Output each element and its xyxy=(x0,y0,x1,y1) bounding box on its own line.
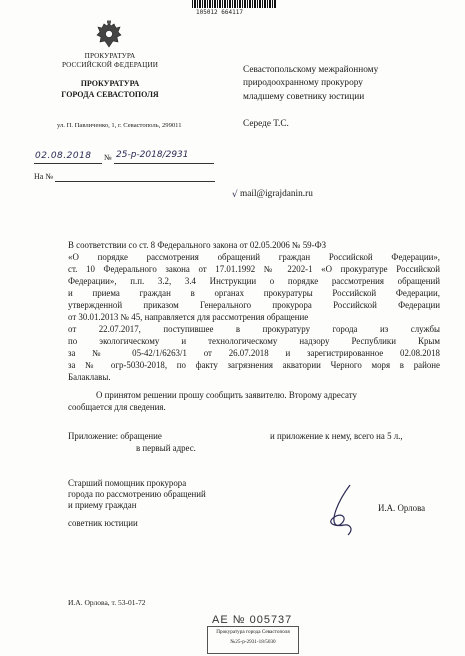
executor-contact: И.А. Орлова, т. 53-01-72 xyxy=(68,598,146,607)
email-address: mail@igrajdanin.ru xyxy=(240,189,313,199)
dept-name-line2: ГОРОДА СЕВАСТОПОЛЯ xyxy=(61,90,159,99)
p1-line-7: от 30.01.2013 № 45, направляется для рассмотрения обращение xyxy=(68,312,309,322)
signatory-line2: города по рассмотрению обращений xyxy=(68,489,206,499)
p1-line-12: Балаклавы. xyxy=(68,372,111,382)
recipient-line3: младшему советнику юстиции xyxy=(243,92,365,102)
reply-to-underline xyxy=(55,181,215,182)
checkmark-icon: √ xyxy=(232,190,238,200)
p2-line-2: сообщается для сведения. xyxy=(68,402,166,412)
signatory-line3: и приему граждан xyxy=(68,500,137,510)
handwritten-signature xyxy=(320,483,366,539)
barcode-number: 105012 664117 xyxy=(196,9,243,16)
p1-line-10: за № 05-42/1/6263/1 от 26.07.2018 и зарегистрированное 02.08.2018 xyxy=(68,348,440,358)
date-handwritten: 02.08.2018 xyxy=(35,151,92,161)
org-address: ул. П. Павличенко, 1, г. Севастополь, 299011 xyxy=(57,122,182,129)
stamp-series-number: АЕ № 005737 xyxy=(212,614,293,626)
attachment-line2: в первый адрес. xyxy=(136,443,196,453)
number-underline xyxy=(114,163,214,164)
stamp-line2: №25-р-2931-18/5030 xyxy=(230,639,276,645)
attachment-middle: и приложение к нему, всего на 5 л., xyxy=(270,431,403,441)
coat-of-arms-emblem-icon xyxy=(95,20,123,50)
p1-line-6: утвержденной приказом Генерального прокурора Российской Федерации xyxy=(68,300,440,310)
p1-line-8: от 22.07.2017, поступившее в прокуратуру города из службы xyxy=(68,324,440,334)
p1-line-11: за № огр-5030-2018, по факту загрязнения акватории Черного моря в районе xyxy=(68,360,440,370)
signatory-name: И.А. Орлова xyxy=(378,503,426,513)
p2-line-1: О принятом решении прошу сообщить заявителю. Второму адресату xyxy=(96,390,357,400)
recipient-line1: Севастопольскому межрайонному xyxy=(243,65,379,75)
p1-line-9: по экологическому и технологическому надзору Республики Крым xyxy=(68,336,440,346)
registration-stamp xyxy=(207,626,299,654)
attachment-label: Приложение: обращение xyxy=(68,431,162,441)
dept-name-line1: ПРОКУРАТУРА xyxy=(80,79,140,88)
barcode xyxy=(192,0,276,8)
p1-line-4: Федерации», п.п. 3.2, 3.4 Инструкции о порядке рассмотрения обращений xyxy=(68,276,440,286)
p1-line-5: и приема граждан в органах прокуратуры Российской Федерации, xyxy=(68,288,440,298)
p1-line-2: «О порядке рассмотрения обращений граждан Российской Федерации», xyxy=(68,252,440,262)
number-prefix: № xyxy=(104,153,112,162)
date-underline xyxy=(34,163,102,164)
p1-line-3: ст. 10 Федерального закона от 17.01.1992 № 2202-1 «О прокуратуре Российской xyxy=(68,264,440,274)
number-handwritten: 25-р-2018/2931 xyxy=(116,150,189,160)
stamp-line1: Прокуратура города Севастополя xyxy=(216,629,290,635)
p1-line-1: В соответствии со ст. 8 Федерального закона от 02.05.2006 № 59-ФЗ xyxy=(68,240,327,250)
reply-to-label: На № xyxy=(34,172,53,181)
signatory-line1: Старший помощник прокурора xyxy=(68,478,187,488)
recipient-line4: Середе Т.С. xyxy=(243,119,289,129)
org-name-line2: РОССИЙСКОЙ ФЕДЕРАЦИИ xyxy=(61,61,159,69)
signatory-line4: советник юстиции xyxy=(68,518,138,528)
recipient-line2: природоохранному прокурору xyxy=(243,78,363,88)
org-name-line1: ПРОКУРАТУРА xyxy=(84,52,136,60)
